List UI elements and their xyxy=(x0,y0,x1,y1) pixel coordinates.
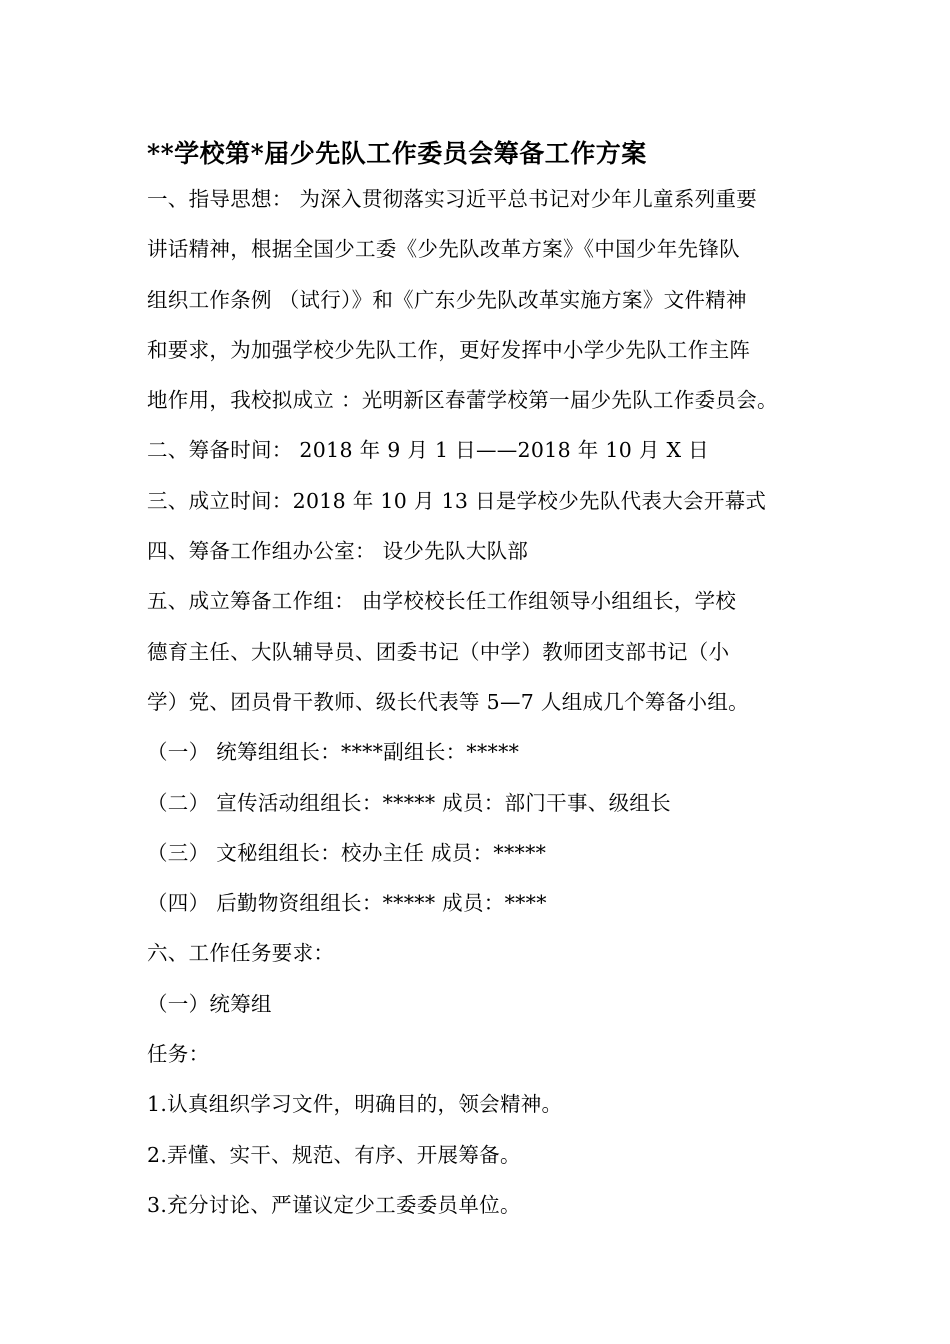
paragraph-line: （一）统筹组 xyxy=(147,991,272,1016)
paragraph-line: （四） 后勤物资组组长：***** 成员：**** xyxy=(147,891,547,916)
paragraph-line: 1.认真组织学习文件，明确目的，领会精神。 xyxy=(147,1092,563,1117)
document-body xyxy=(147,183,847,1239)
paragraph-line: 德育主任、大队辅导员、团委书记（中学）教师团支部书记（小 xyxy=(147,639,730,664)
paragraph-line: 三、成立时间：2018 年 10 月 13 日是学校少先队代表大会开幕式 xyxy=(147,488,767,513)
paragraph-line: 六、工作任务要求： xyxy=(147,941,335,966)
paragraph-line: 讲话精神，根据全国少工委《少先队改革方案》《中国少年先锋队 xyxy=(147,237,740,262)
paragraph-line: 和要求，为加强学校少先队工作，更好发挥中小学少先队工作主阵 xyxy=(147,337,751,362)
paragraph-line: （三） 文秘组组长：校办主任 成员：***** xyxy=(147,840,547,865)
paragraph-line: 五、成立筹备工作组： 由学校校长任工作组领导小组组长，学校 xyxy=(147,589,737,614)
paragraph-line: 学）党、团员骨干教师、级长代表等 5—7 人组成几个筹备小组。 xyxy=(147,689,749,714)
paragraph-line: 地作用，我校拟成立 ：光明新区春蕾学校第一届少先队工作委员会。 xyxy=(147,388,778,413)
paragraph-line: 任务： xyxy=(147,1042,210,1067)
paragraph-line: 一、指导思想： 为深入贯彻落实习近平总书记对少年儿童系列重要 xyxy=(147,187,758,211)
paragraph-line: （二） 宣传活动组组长：***** 成员：部门干事、级组长 xyxy=(147,790,671,815)
paragraph-line: 2.弄懂、实干、规范、有序、开展筹备。 xyxy=(147,1142,521,1167)
paragraph-line: 四、筹备工作组办公室： 设少先队大队部 xyxy=(147,539,529,564)
paragraph-line: 二、筹备时间： 2018 年 9 月 1 日——2018 年 10 月 X 日 xyxy=(147,438,709,463)
paragraph-line: （一） 统筹组组长：****副组长：***** xyxy=(147,740,520,765)
document-title: **学校第*届少先队工作委员会筹备工作方案 xyxy=(147,139,647,168)
paragraph-line: 组织工作条例 （试行）》和《广东少先队改革实施方案》文件精神 xyxy=(147,287,747,312)
paragraph-line: 3.充分讨论、严谨议定少工委委员单位。 xyxy=(147,1192,521,1217)
